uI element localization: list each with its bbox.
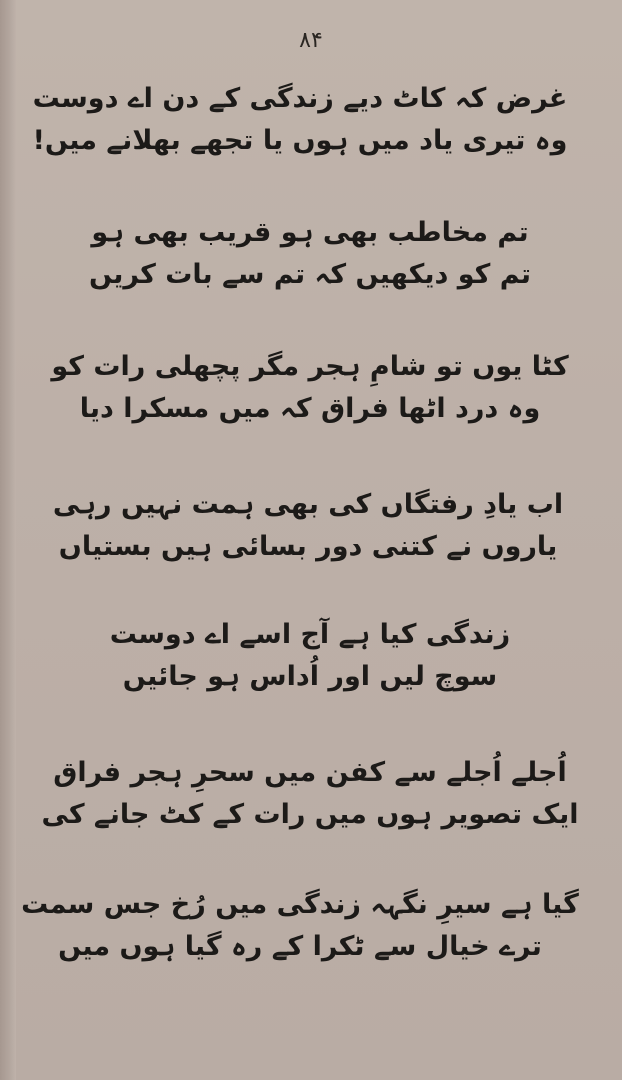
verse-line: تم کو دیکھیں کہ تم سے بات کریں (88, 259, 532, 290)
verse-line: کٹا یوں تو شامِ ہجر مگر پچھلی رات کو (51, 351, 569, 382)
verse-line: زندگی کیا ہے آج اسے اے دوست (109, 619, 511, 650)
verse-line: یاروں نے کتنی دور بسائی ہیں بستیاں (58, 531, 558, 562)
stanza-4 (28, 484, 588, 568)
stanza-5 (50, 614, 570, 698)
stanza-6 (40, 752, 580, 836)
verse-line: غرض کہ کاٹ دیے زندگی کے دن اے دوست (32, 83, 568, 114)
verse-line: وہ درد اٹھا فراق کہ میں مسکرا دیا (79, 393, 541, 424)
verse-line: اب یادِ رفتگاں کی بھی ہمت نہیں رہی (52, 489, 564, 520)
verse-line: وہ تیری یاد میں ہوں یا تجھے بھلانے میں! (32, 125, 568, 156)
book-spine-shadow (0, 0, 16, 1080)
verse-line: اُجلے اُجلے سے کفن میں سحرِ ہجر فراق (53, 757, 567, 788)
stanza-7 (20, 884, 580, 968)
verse-line: سوچ لیں اور اُداس ہو جائیں (122, 661, 498, 692)
verse-line: تم مخاطب بھی ہو قریب بھی ہو (91, 217, 529, 248)
stanza-2 (60, 212, 560, 296)
stanza-3 (30, 346, 590, 430)
page-number: ۸۴ (299, 28, 323, 53)
verse-line: گیا ہے سیرِ نگہہ زندگی میں رُخ جس سمت (21, 889, 579, 920)
verse-line: ترے خیال سے ٹکرا کے رہ گیا ہوں میں (58, 931, 542, 962)
stanza-1 (20, 78, 580, 162)
verse-line: ایک تصویر ہوں میں رات کے کٹ جانے کی (41, 799, 579, 830)
